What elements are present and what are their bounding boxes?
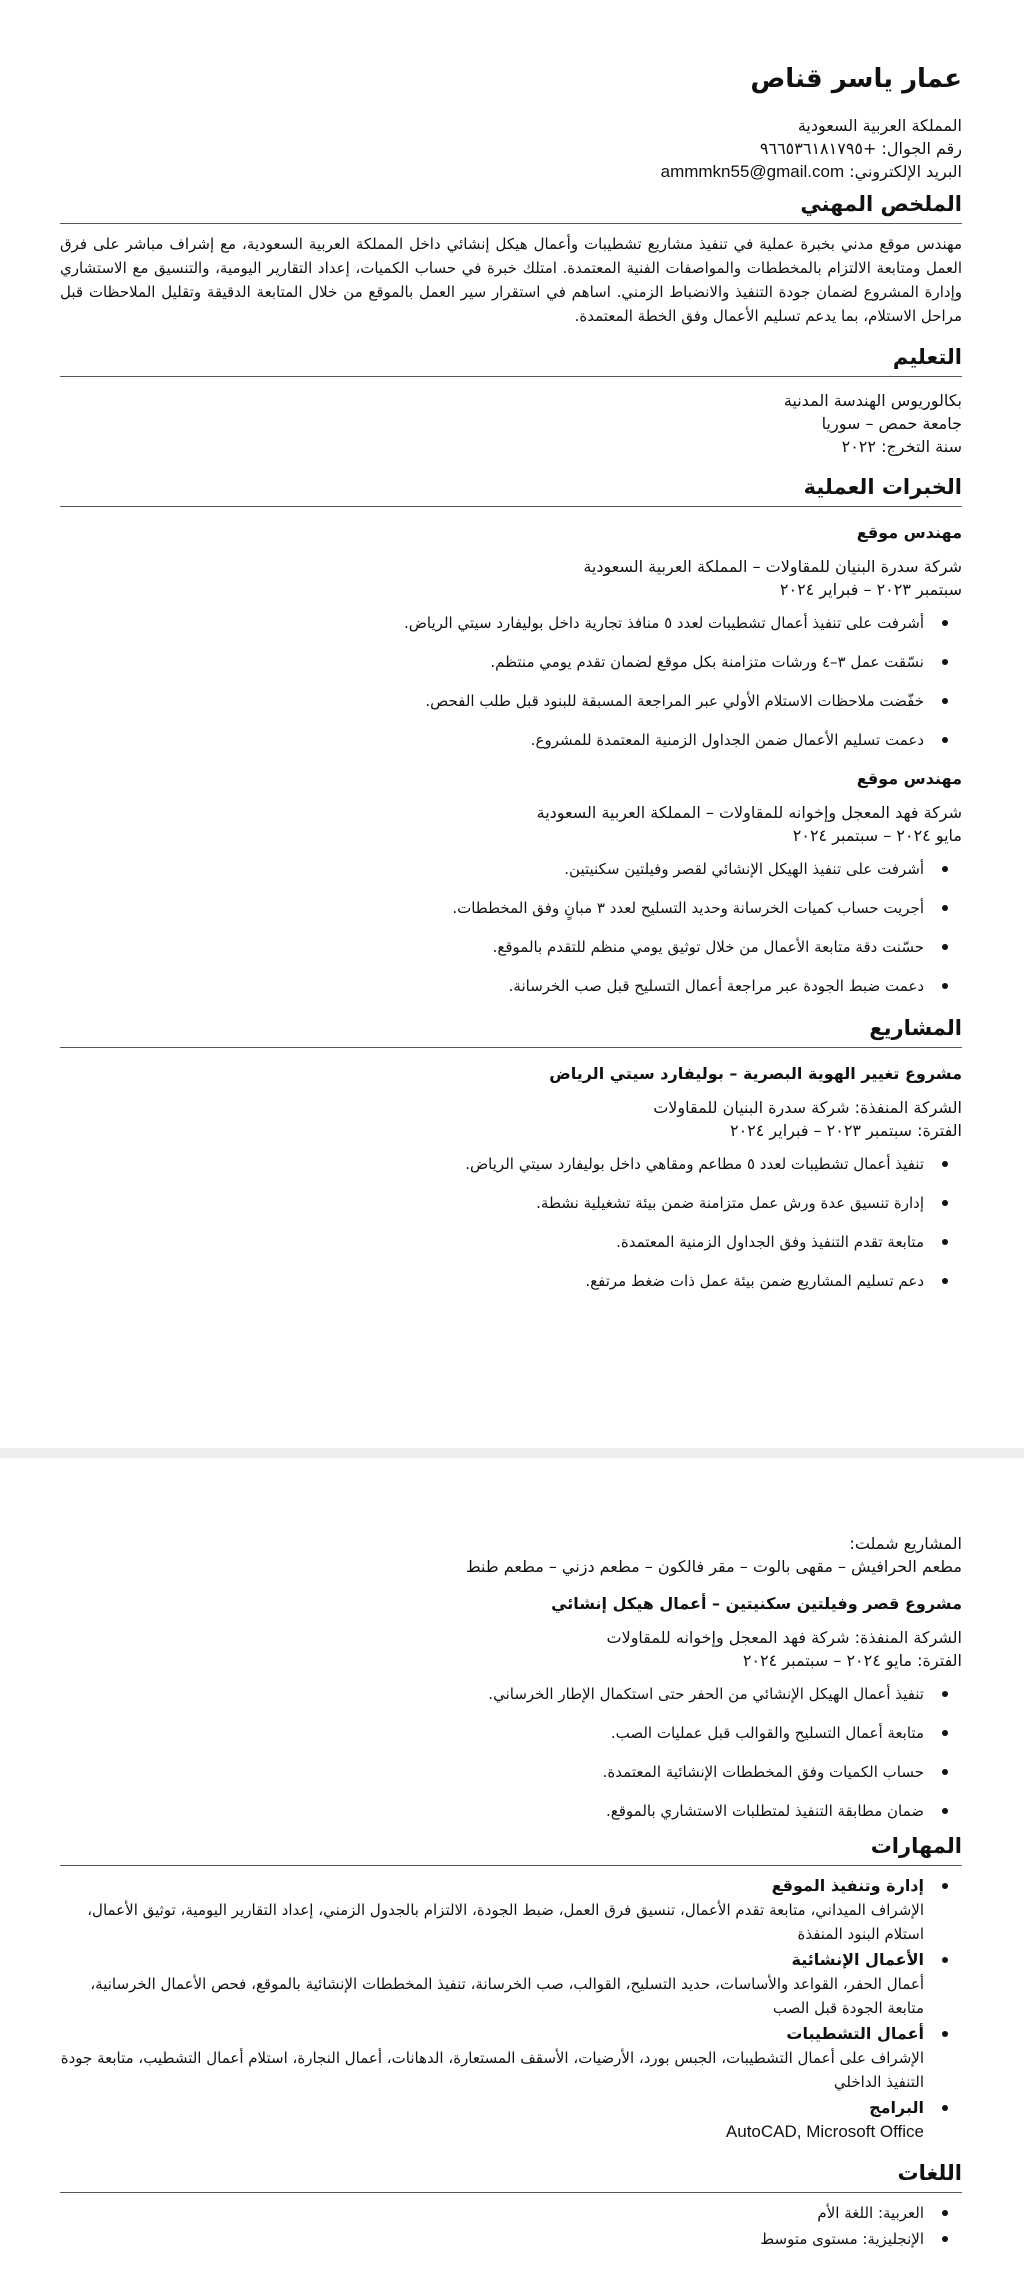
- bullet-icon: [942, 1200, 948, 1206]
- phone-label: رقم الجوال:: [881, 139, 962, 158]
- job-period: سبتمبر ٢٠٢٣ – فبراير ٢٠٢٤: [779, 580, 962, 599]
- job-entry: [60, 767, 962, 998]
- project-title: مشروع تغيير الهوية البصرية – بوليفارد سيتي الرياض: [549, 1064, 962, 1083]
- job-bullets: [60, 611, 962, 752]
- list-item: أشرفت على تنفيذ أعمال تشطيبات لعدد ٥ منافذ تجارية داخل بوليفارد سيتي الرياض.: [60, 611, 924, 635]
- skill-item: [60, 1948, 924, 2020]
- job-entry: [60, 521, 962, 752]
- languages-heading: اللغات: [60, 2158, 962, 2193]
- skills-heading: المهارات: [60, 1831, 962, 1866]
- bullet-icon: [942, 1239, 948, 1245]
- skill-text: AutoCAD, Microsoft Office: [725, 2122, 924, 2141]
- bullet-icon: [942, 1957, 948, 1963]
- candidate-name: عمار ياسر قناص: [750, 64, 962, 94]
- bullet-icon: [942, 983, 948, 989]
- bullet-icon: [942, 1691, 948, 1697]
- skill-text: الإشراف الميداني، متابعة تقدم الأعمال، تنسيق فرق العمل، ضبط الجودة، الالتزام بالجدول الزمني، إعداد التقارير اليومية، توثيق الأعمال، استلام البنود المنفذة: [87, 1901, 924, 1943]
- experience-heading: الخبرات العملية: [60, 472, 962, 507]
- phone-value: +٩٦٦٥٣٦١٨١٧٩٥: [759, 139, 877, 158]
- projects-included: [60, 1532, 962, 1578]
- list-item: إدارة تنسيق عدة ورش عمل متزامنة ضمن بيئة تشغيلية نشطة.: [60, 1191, 924, 1215]
- email-value[interactable]: ammmkn55@gmail.com: [660, 162, 845, 181]
- project-period: الفترة: سبتمبر ٢٠٢٣ – فبراير ٢٠٢٤: [729, 1121, 962, 1140]
- resume-page-2: [0, 1458, 1024, 2276]
- skill-title: الأعمال الإنشائية: [791, 1950, 924, 1969]
- project-bullets: [60, 1152, 962, 1293]
- skills-list: [60, 1874, 962, 2144]
- projects-heading: المشاريع: [60, 1013, 962, 1048]
- list-item: خفّضت ملاحظات الاستلام الأولي عبر المراجعة المسبقة للبنود قبل طلب الفحص.: [60, 689, 924, 713]
- bullet-icon: [942, 1161, 948, 1167]
- job-period: مايو ٢٠٢٤ – سبتمبر ٢٠٢٤: [792, 826, 962, 845]
- skill-title: أعمال التشطيبات: [786, 2024, 924, 2043]
- list-item: متابعة تقدم التنفيذ وفق الجداول الزمنية المعتمدة.: [60, 1230, 924, 1254]
- list-item: أجريت حساب كميات الخرسانة وحديد التسليح لعدد ٣ مبانٍ وفق المخططات.: [60, 896, 924, 920]
- bullet-icon: [942, 2031, 948, 2037]
- bullet-icon: [942, 944, 948, 950]
- projects-included-label: المشاريع شملت:: [849, 1534, 962, 1553]
- bullet-icon: [942, 659, 948, 665]
- bullet-icon: [942, 1769, 948, 1775]
- list-item: أشرفت على تنفيذ الهيكل الإنشائي لقصر وفيلتين سكنيتين.: [60, 857, 924, 881]
- email-label: البريد الإلكتروني:: [849, 162, 962, 181]
- job-company: شركة فهد المعجل وإخوانه للمقاولات – المملكة العربية السعودية: [536, 803, 962, 822]
- list-item: الإنجليزية: مستوى متوسط: [60, 2227, 924, 2251]
- bullet-icon: [942, 905, 948, 911]
- education-graduation: سنة التخرج: ٢٠٢٢: [841, 437, 962, 456]
- project-contractor: الشركة المنفذة: شركة فهد المعجل وإخوانه للمقاولات: [606, 1628, 962, 1647]
- list-item: ضمان مطابقة التنفيذ لمتطلبات الاستشاري بالموقع.: [60, 1799, 924, 1823]
- bullet-icon: [942, 1808, 948, 1814]
- list-item: تنفيذ أعمال الهيكل الإنشائي من الحفر حتى استكمال الإطار الخرساني.: [60, 1682, 924, 1706]
- job-title: مهندس موقع: [856, 769, 962, 788]
- list-item: دعمت تسليم الأعمال ضمن الجداول الزمنية المعتمدة للمشروع.: [60, 728, 924, 752]
- phone-line: [60, 137, 962, 160]
- bullet-icon: [942, 2210, 948, 2216]
- job-title: مهندس موقع: [856, 523, 962, 542]
- list-item: دعم تسليم المشاريع ضمن بيئة عمل ذات ضغط مرتفع.: [60, 1269, 924, 1293]
- bullet-icon: [942, 620, 948, 626]
- skill-title: إدارة وتنفيذ الموقع: [771, 1876, 924, 1895]
- list-item: حسّنت دقة متابعة الأعمال من خلال توثيق يومي منظم للتقدم بالموقع.: [60, 935, 924, 959]
- list-item: متابعة أعمال التسليح والقوالب قبل عمليات الصب.: [60, 1721, 924, 1745]
- list-item: نسّقت عمل ٣–٤ ورشات متزامنة بكل موقع لضمان تقدم يومي منتظم.: [60, 650, 924, 674]
- education-block: [60, 389, 962, 458]
- job-bullets: [60, 857, 962, 998]
- list-item: العربية: اللغة الأم: [60, 2201, 924, 2225]
- bullet-icon: [942, 2105, 948, 2111]
- country-line: المملكة العربية السعودية: [797, 116, 962, 135]
- bullet-icon: [942, 698, 948, 704]
- list-item: حساب الكميات وفق المخططات الإنشائية المعتمدة.: [60, 1760, 924, 1784]
- project-entry: [60, 1592, 962, 1823]
- education-degree: بكالوريوس الهندسة المدنية: [783, 391, 962, 410]
- summary-text: مهندس موقع مدني بخبرة عملية في تنفيذ مشاريع تشطيبات وأعمال هيكل إنشائي داخل المملكة العربية السعودية، مع إشراف مباشر على فرق العمل ومتابعة الالتزام بالمخططات والمواصفات الفنية المعتمدة. امتلك خبرة في حساب الكميات، إعداد التقارير اليومية، والتنسيق مع الاستشاري وإدارة المشروع لضمان جودة التنفيذ والانضباط الزمني. اساهم في استقرار سير العمل بالموقع من خلال المتابعة الدقيقة وتقليل الملاحظات قبل مراحل الاستلام، بما يدعم تسليم الأعمال وفق الخطة المعتمدة.: [60, 235, 962, 325]
- bullet-icon: [942, 866, 948, 872]
- project-period: الفترة: مايو ٢٠٢٤ – سبتمبر ٢٠٢٤: [742, 1651, 962, 1670]
- skill-item: [60, 2022, 924, 2094]
- email-line: [60, 160, 962, 183]
- project-entry: [60, 1062, 962, 1293]
- summary-heading: الملخص المهني: [60, 189, 962, 224]
- skill-item: [60, 2096, 924, 2144]
- languages-list: [60, 2201, 962, 2251]
- bullet-icon: [942, 1730, 948, 1736]
- project-bullets: [60, 1682, 962, 1823]
- skill-text: الإشراف على أعمال التشطيبات، الجبس بورد، الأرضيات، الأسقف المستعارة، الدهانات، أعمال النجارة، استلام أعمال التشطيب، متابعة جودة التنفيذ الداخلي: [60, 2049, 924, 2091]
- bullet-icon: [942, 2236, 948, 2242]
- project-contractor: الشركة المنفذة: شركة سدرة البنيان للمقاولات: [653, 1098, 962, 1117]
- skill-title: البرامج: [869, 2098, 924, 2117]
- bullet-icon: [942, 737, 948, 743]
- bullet-icon: [942, 1278, 948, 1284]
- education-university: جامعة حمص – سوريا: [821, 414, 962, 433]
- projects-included-list: مطعم الحرافيش – مقهى بالوت – مقر فالكون – مطعم دزني – مطعم طنط: [465, 1557, 962, 1576]
- skill-text: أعمال الحفر، القواعد والأساسات، حديد التسليح، القوالب، صب الخرسانة، تنفيذ المخططات الإنشائية بالموقع، فحص الأعمال الخرسانية، متابعة الجودة قبل الصب: [90, 1975, 924, 2017]
- project-title: مشروع قصر وفيلتين سكنيتين – أعمال هيكل إنشائي: [551, 1594, 962, 1613]
- skill-item: [60, 1874, 924, 1946]
- list-item: تنفيذ أعمال تشطيبات لعدد ٥ مطاعم ومقاهي داخل بوليفارد سيتي الرياض.: [60, 1152, 924, 1176]
- job-company: شركة سدرة البنيان للمقاولات – المملكة العربية السعودية: [583, 557, 962, 576]
- bullet-icon: [942, 1883, 948, 1889]
- list-item: دعمت ضبط الجودة عبر مراجعة أعمال التسليح قبل صب الخرسانة.: [60, 974, 924, 998]
- education-heading: التعليم: [60, 342, 962, 377]
